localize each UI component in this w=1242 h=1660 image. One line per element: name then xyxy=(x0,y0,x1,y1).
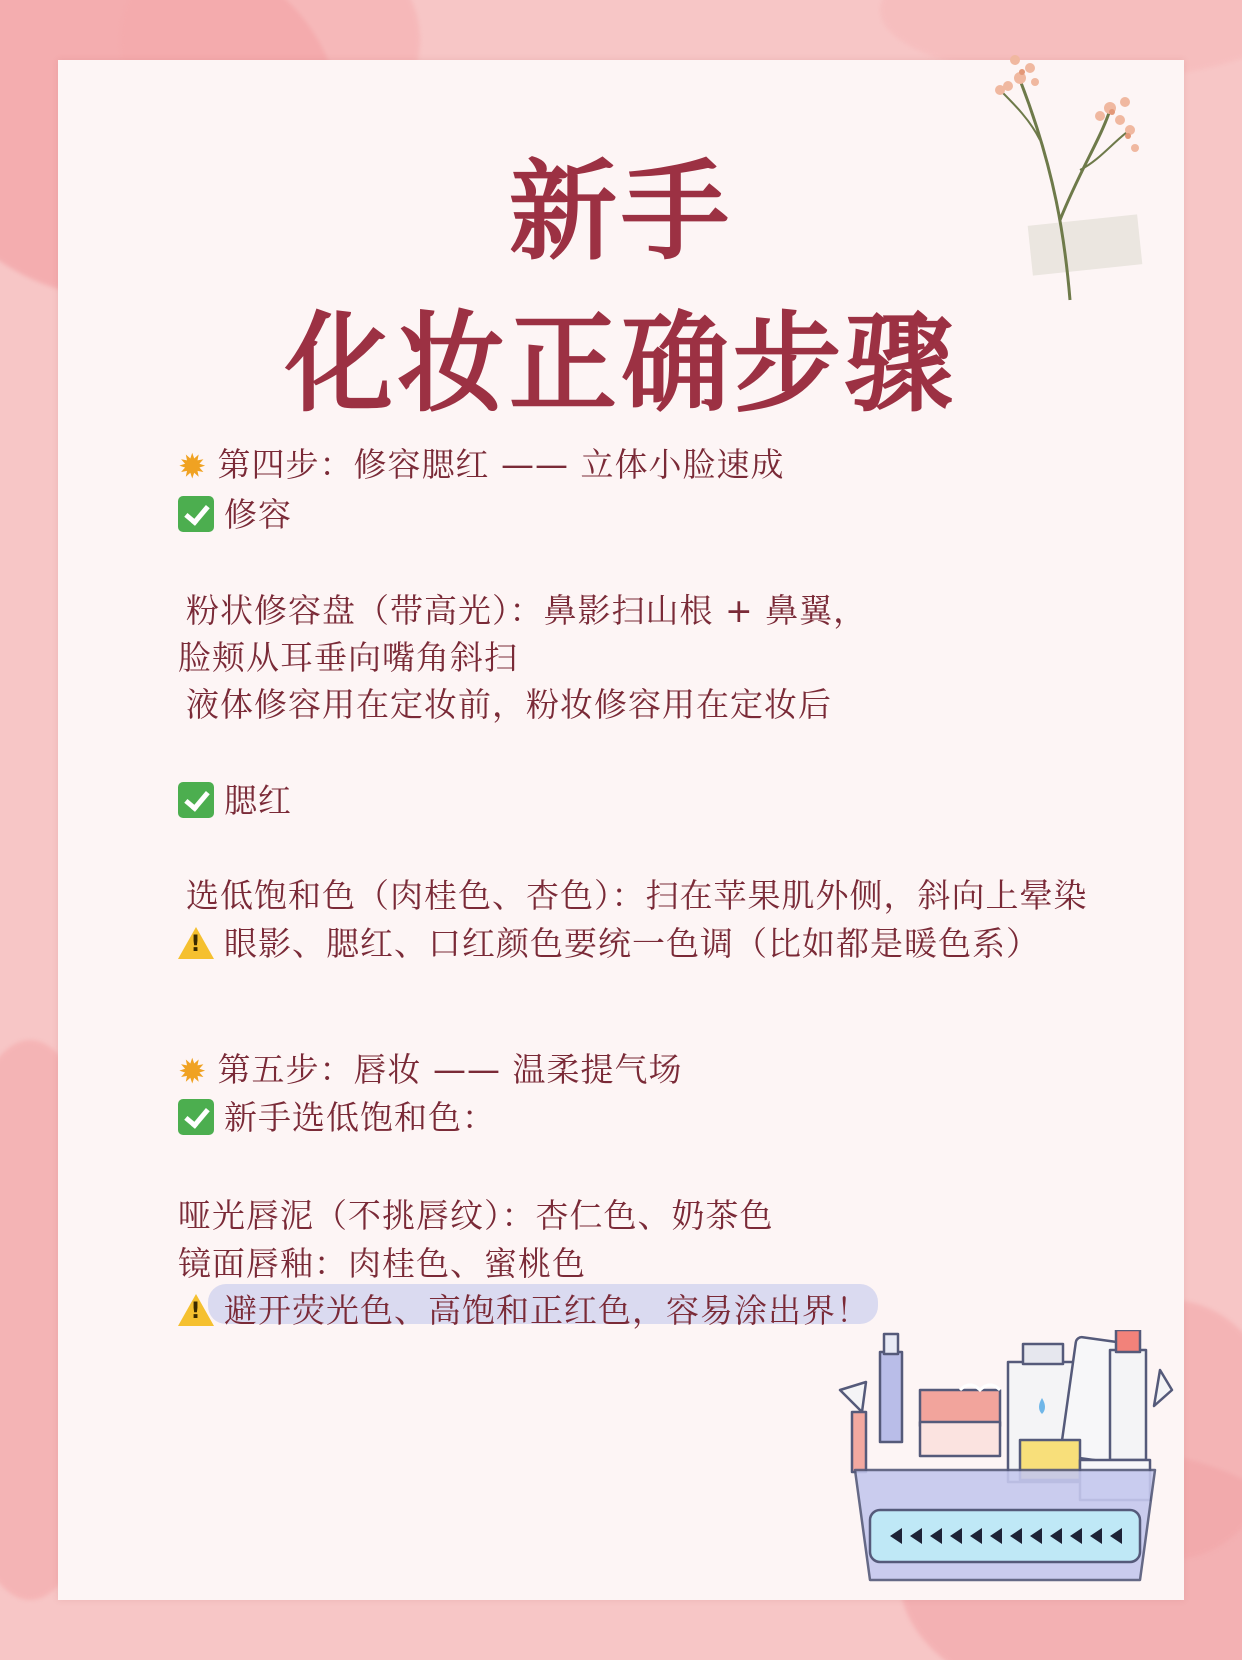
lip-label xyxy=(178,1096,496,1140)
step5-heading xyxy=(178,1048,682,1094)
lip-warning xyxy=(178,1289,870,1333)
check-icon xyxy=(178,1099,214,1135)
lip-warning-text: 避开荧光色、高饱和正红色，容易涂出界！ xyxy=(224,1291,870,1330)
warning-icon xyxy=(178,1292,214,1328)
blush-p1: 选低饱和色（肉桂色、杏色）：扫在苹果肌外侧，斜向上晕染 xyxy=(186,876,1088,915)
lip-p2: 镜面唇釉：肉桂色、蜜桃色 xyxy=(178,1244,586,1283)
star-icon: ✹ xyxy=(178,447,208,487)
step5-heading-text: 第五步：唇妆 —— 温柔提气场 xyxy=(217,1050,683,1089)
star-icon: ✹ xyxy=(178,1052,208,1092)
check-icon xyxy=(178,782,214,818)
blush-warning xyxy=(178,922,1040,966)
check-icon xyxy=(178,496,214,532)
contour-p2: 脸颊从耳垂向嘴角斜扫 xyxy=(178,638,518,677)
blush-warning-text: 眼影、腮红、口红颜色要统一色调（比如都是暖色系） xyxy=(224,924,1040,963)
blush-label xyxy=(178,779,292,823)
cosmetics-basket-illustration xyxy=(830,1330,1180,1610)
contour-p1: 粉状修容盘（带高光）：鼻影扫山根 + 鼻翼， xyxy=(186,591,868,630)
lip-p1: 哑光唇泥（不挑唇纹）：杏仁色、奶茶色 xyxy=(178,1196,774,1235)
step4-heading xyxy=(178,443,784,489)
page-title-line2: 化妆正确步骤 xyxy=(284,302,957,427)
flower-decoration xyxy=(960,20,1160,310)
lip-label-text: 新手选低饱和色： xyxy=(224,1098,496,1137)
warning-icon xyxy=(178,925,214,961)
step4-heading-text: 第四步：修容腮红 —— 立体小脸速成 xyxy=(217,445,785,484)
contour-p3: 液体修容用在定妆前，粉妆修容用在定妆后 xyxy=(186,685,832,724)
blush-label-text: 腮红 xyxy=(224,781,292,820)
contour-label-text: 修容 xyxy=(224,495,292,534)
page-title-line1: 新手 xyxy=(508,150,733,275)
contour-label xyxy=(178,493,292,537)
